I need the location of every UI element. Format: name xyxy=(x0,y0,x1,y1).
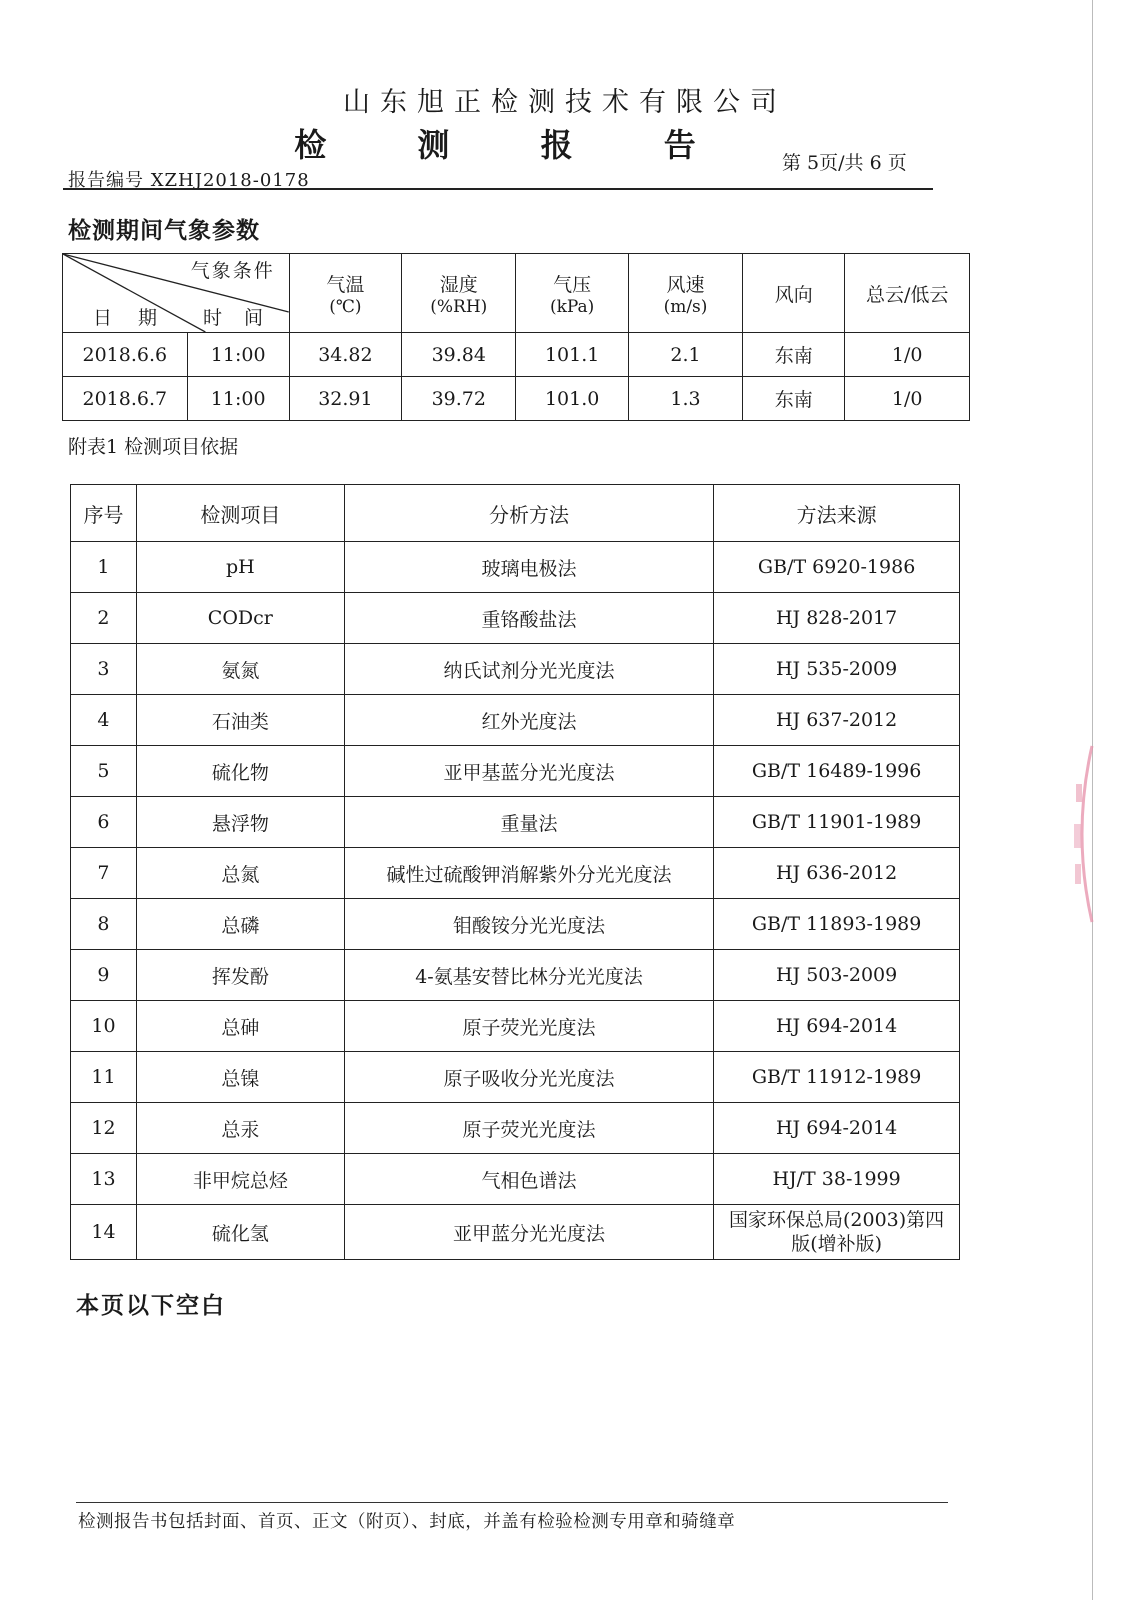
cell-item: 硫化物 xyxy=(136,746,344,797)
table-row xyxy=(71,797,960,848)
col-header-wind-direction: 风向 xyxy=(743,254,845,333)
table-row xyxy=(71,1103,960,1154)
cell-method: 重铬酸盐法 xyxy=(344,593,713,644)
table-row xyxy=(63,377,970,421)
cell-source: HJ/T 38-1999 xyxy=(714,1154,960,1205)
cell-source: GB/T 11901-1989 xyxy=(714,797,960,848)
col-header-index: 序号 xyxy=(71,485,137,542)
cell-source: HJ 694-2014 xyxy=(714,1103,960,1154)
table-row xyxy=(71,746,960,797)
cell-method: 亚甲蓝分光光度法 xyxy=(344,1205,713,1260)
cell-source: GB/T 11912-1989 xyxy=(714,1052,960,1103)
cell-time: 11:00 xyxy=(187,333,289,377)
cell-item: 挥发酚 xyxy=(136,950,344,1001)
cell-item: CODcr xyxy=(136,593,344,644)
cell-wind-speed: 2.1 xyxy=(628,333,742,377)
cell-method: 原子荧光光度法 xyxy=(344,1001,713,1052)
header-rule xyxy=(63,188,933,190)
cell-source: GB/T 11893-1989 xyxy=(714,899,960,950)
table-row xyxy=(63,333,970,377)
cell-source: HJ 694-2014 xyxy=(714,1001,960,1052)
cell-date: 2018.6.7 xyxy=(63,377,188,421)
col-header-source: 方法来源 xyxy=(714,485,960,542)
cell-index: 10 xyxy=(71,1001,137,1052)
table-row xyxy=(71,1205,960,1260)
cell-method: 亚甲基蓝分光光度法 xyxy=(344,746,713,797)
weather-table xyxy=(62,253,970,421)
table-row xyxy=(71,644,960,695)
weather-header-row xyxy=(63,254,970,333)
cell-source: HJ 636-2012 xyxy=(714,848,960,899)
cell-item: 总汞 xyxy=(136,1103,344,1154)
table-row xyxy=(71,950,960,1001)
cell-pressure: 101.0 xyxy=(516,377,628,421)
cell-index: 5 xyxy=(71,746,137,797)
cell-method: 原子荧光光度法 xyxy=(344,1103,713,1154)
cell-method: 重量法 xyxy=(344,797,713,848)
cell-index: 8 xyxy=(71,899,137,950)
cell-method: 钼酸铵分光光度法 xyxy=(344,899,713,950)
table-row xyxy=(71,1154,960,1205)
cell-temperature: 32.91 xyxy=(289,377,401,421)
cell-temperature: 34.82 xyxy=(289,333,401,377)
method-table-body xyxy=(71,542,960,1260)
cell-source: HJ 828-2017 xyxy=(714,593,960,644)
cell-item: 石油类 xyxy=(136,695,344,746)
cell-item: 总氮 xyxy=(136,848,344,899)
cell-cloud: 1/0 xyxy=(845,377,970,421)
col-header-wind-speed: 风速 (m/s) xyxy=(628,254,742,333)
page-number: 第 5页/共 6 页 xyxy=(782,152,907,174)
cell-item: 非甲烷总烃 xyxy=(136,1154,344,1205)
cell-item: 悬浮物 xyxy=(136,797,344,848)
col-header-temperature: 气温 (℃) xyxy=(289,254,401,333)
corner-label-date: 日 期 xyxy=(93,307,168,329)
col-header-method: 分析方法 xyxy=(344,485,713,542)
footer-rule xyxy=(76,1502,948,1503)
cell-wind-direction: 东南 xyxy=(743,333,845,377)
cell-method: 原子吸收分光光度法 xyxy=(344,1052,713,1103)
weather-corner-cell xyxy=(63,254,290,333)
cell-index: 4 xyxy=(71,695,137,746)
cell-method: 4-氨基安替比林分光光度法 xyxy=(344,950,713,1001)
cell-item: 总砷 xyxy=(136,1001,344,1052)
seam-stamp-fragment xyxy=(1068,744,1098,924)
cell-index: 3 xyxy=(71,644,137,695)
method-table xyxy=(70,484,960,1260)
cell-index: 6 xyxy=(71,797,137,848)
cell-index: 13 xyxy=(71,1154,137,1205)
table-row xyxy=(71,695,960,746)
cell-method: 纳氏试剂分光光度法 xyxy=(344,644,713,695)
cell-wind-speed: 1.3 xyxy=(628,377,742,421)
cell-index: 7 xyxy=(71,848,137,899)
col-header-humidity: 湿度 (%RH) xyxy=(402,254,516,333)
appendix-title: 附表1 检测项目依据 xyxy=(68,436,239,458)
table-row xyxy=(71,593,960,644)
table-row xyxy=(71,542,960,593)
cell-source: HJ 503-2009 xyxy=(714,950,960,1001)
weather-section-title: 检测期间气象参数 xyxy=(68,217,260,244)
cell-source: HJ 637-2012 xyxy=(714,695,960,746)
cell-index: 9 xyxy=(71,950,137,1001)
cell-index: 12 xyxy=(71,1103,137,1154)
cell-humidity: 39.72 xyxy=(402,377,516,421)
cell-index: 2 xyxy=(71,593,137,644)
table-row xyxy=(71,1052,960,1103)
cell-index: 11 xyxy=(71,1052,137,1103)
cell-item: pH xyxy=(136,542,344,593)
cell-source: 国家环保总局(2003)第四版(增补版) xyxy=(714,1205,960,1260)
cell-method: 玻璃电极法 xyxy=(344,542,713,593)
document-title: 检 测 报 告 xyxy=(294,126,736,164)
method-header-row xyxy=(71,485,960,542)
cell-item: 总磷 xyxy=(136,899,344,950)
cell-method: 红外光度法 xyxy=(344,695,713,746)
cell-item: 硫化氢 xyxy=(136,1205,344,1260)
cell-wind-direction: 东南 xyxy=(743,377,845,421)
cell-cloud: 1/0 xyxy=(845,333,970,377)
cell-item: 总镍 xyxy=(136,1052,344,1103)
cell-method: 碱性过硫酸钾消解紫外分光光度法 xyxy=(344,848,713,899)
cell-pressure: 101.1 xyxy=(516,333,628,377)
table-row xyxy=(71,899,960,950)
cell-source: GB/T 16489-1996 xyxy=(714,746,960,797)
corner-label-weather: 气象条件 xyxy=(190,260,275,282)
cell-time: 11:00 xyxy=(187,377,289,421)
cell-date: 2018.6.6 xyxy=(63,333,188,377)
cell-index: 1 xyxy=(71,542,137,593)
table-row xyxy=(71,1001,960,1052)
col-header-cloud: 总云/低云 xyxy=(845,254,970,333)
report-number: 报告编号 XZHJ2018-0178 xyxy=(68,170,310,191)
cell-item: 氨氮 xyxy=(136,644,344,695)
col-header-pressure: 气压 (kPa) xyxy=(516,254,628,333)
cell-source: HJ 535-2009 xyxy=(714,644,960,695)
corner-label-time: 时 间 xyxy=(203,307,272,329)
cell-source: GB/T 6920-1986 xyxy=(714,542,960,593)
cell-index: 14 xyxy=(71,1205,137,1260)
cell-humidity: 39.84 xyxy=(402,333,516,377)
footer-note: 检测报告书包括封面、首页、正文（附页）、封底，并盖有检验检测专用章和骑缝章 xyxy=(78,1512,736,1532)
table-row xyxy=(71,848,960,899)
col-header-item: 检测项目 xyxy=(136,485,344,542)
cell-method: 气相色谱法 xyxy=(344,1154,713,1205)
company-name: 山东旭正检测技术有限公司 xyxy=(343,87,787,118)
blank-below-note: 本页以下空白 xyxy=(76,1292,226,1319)
